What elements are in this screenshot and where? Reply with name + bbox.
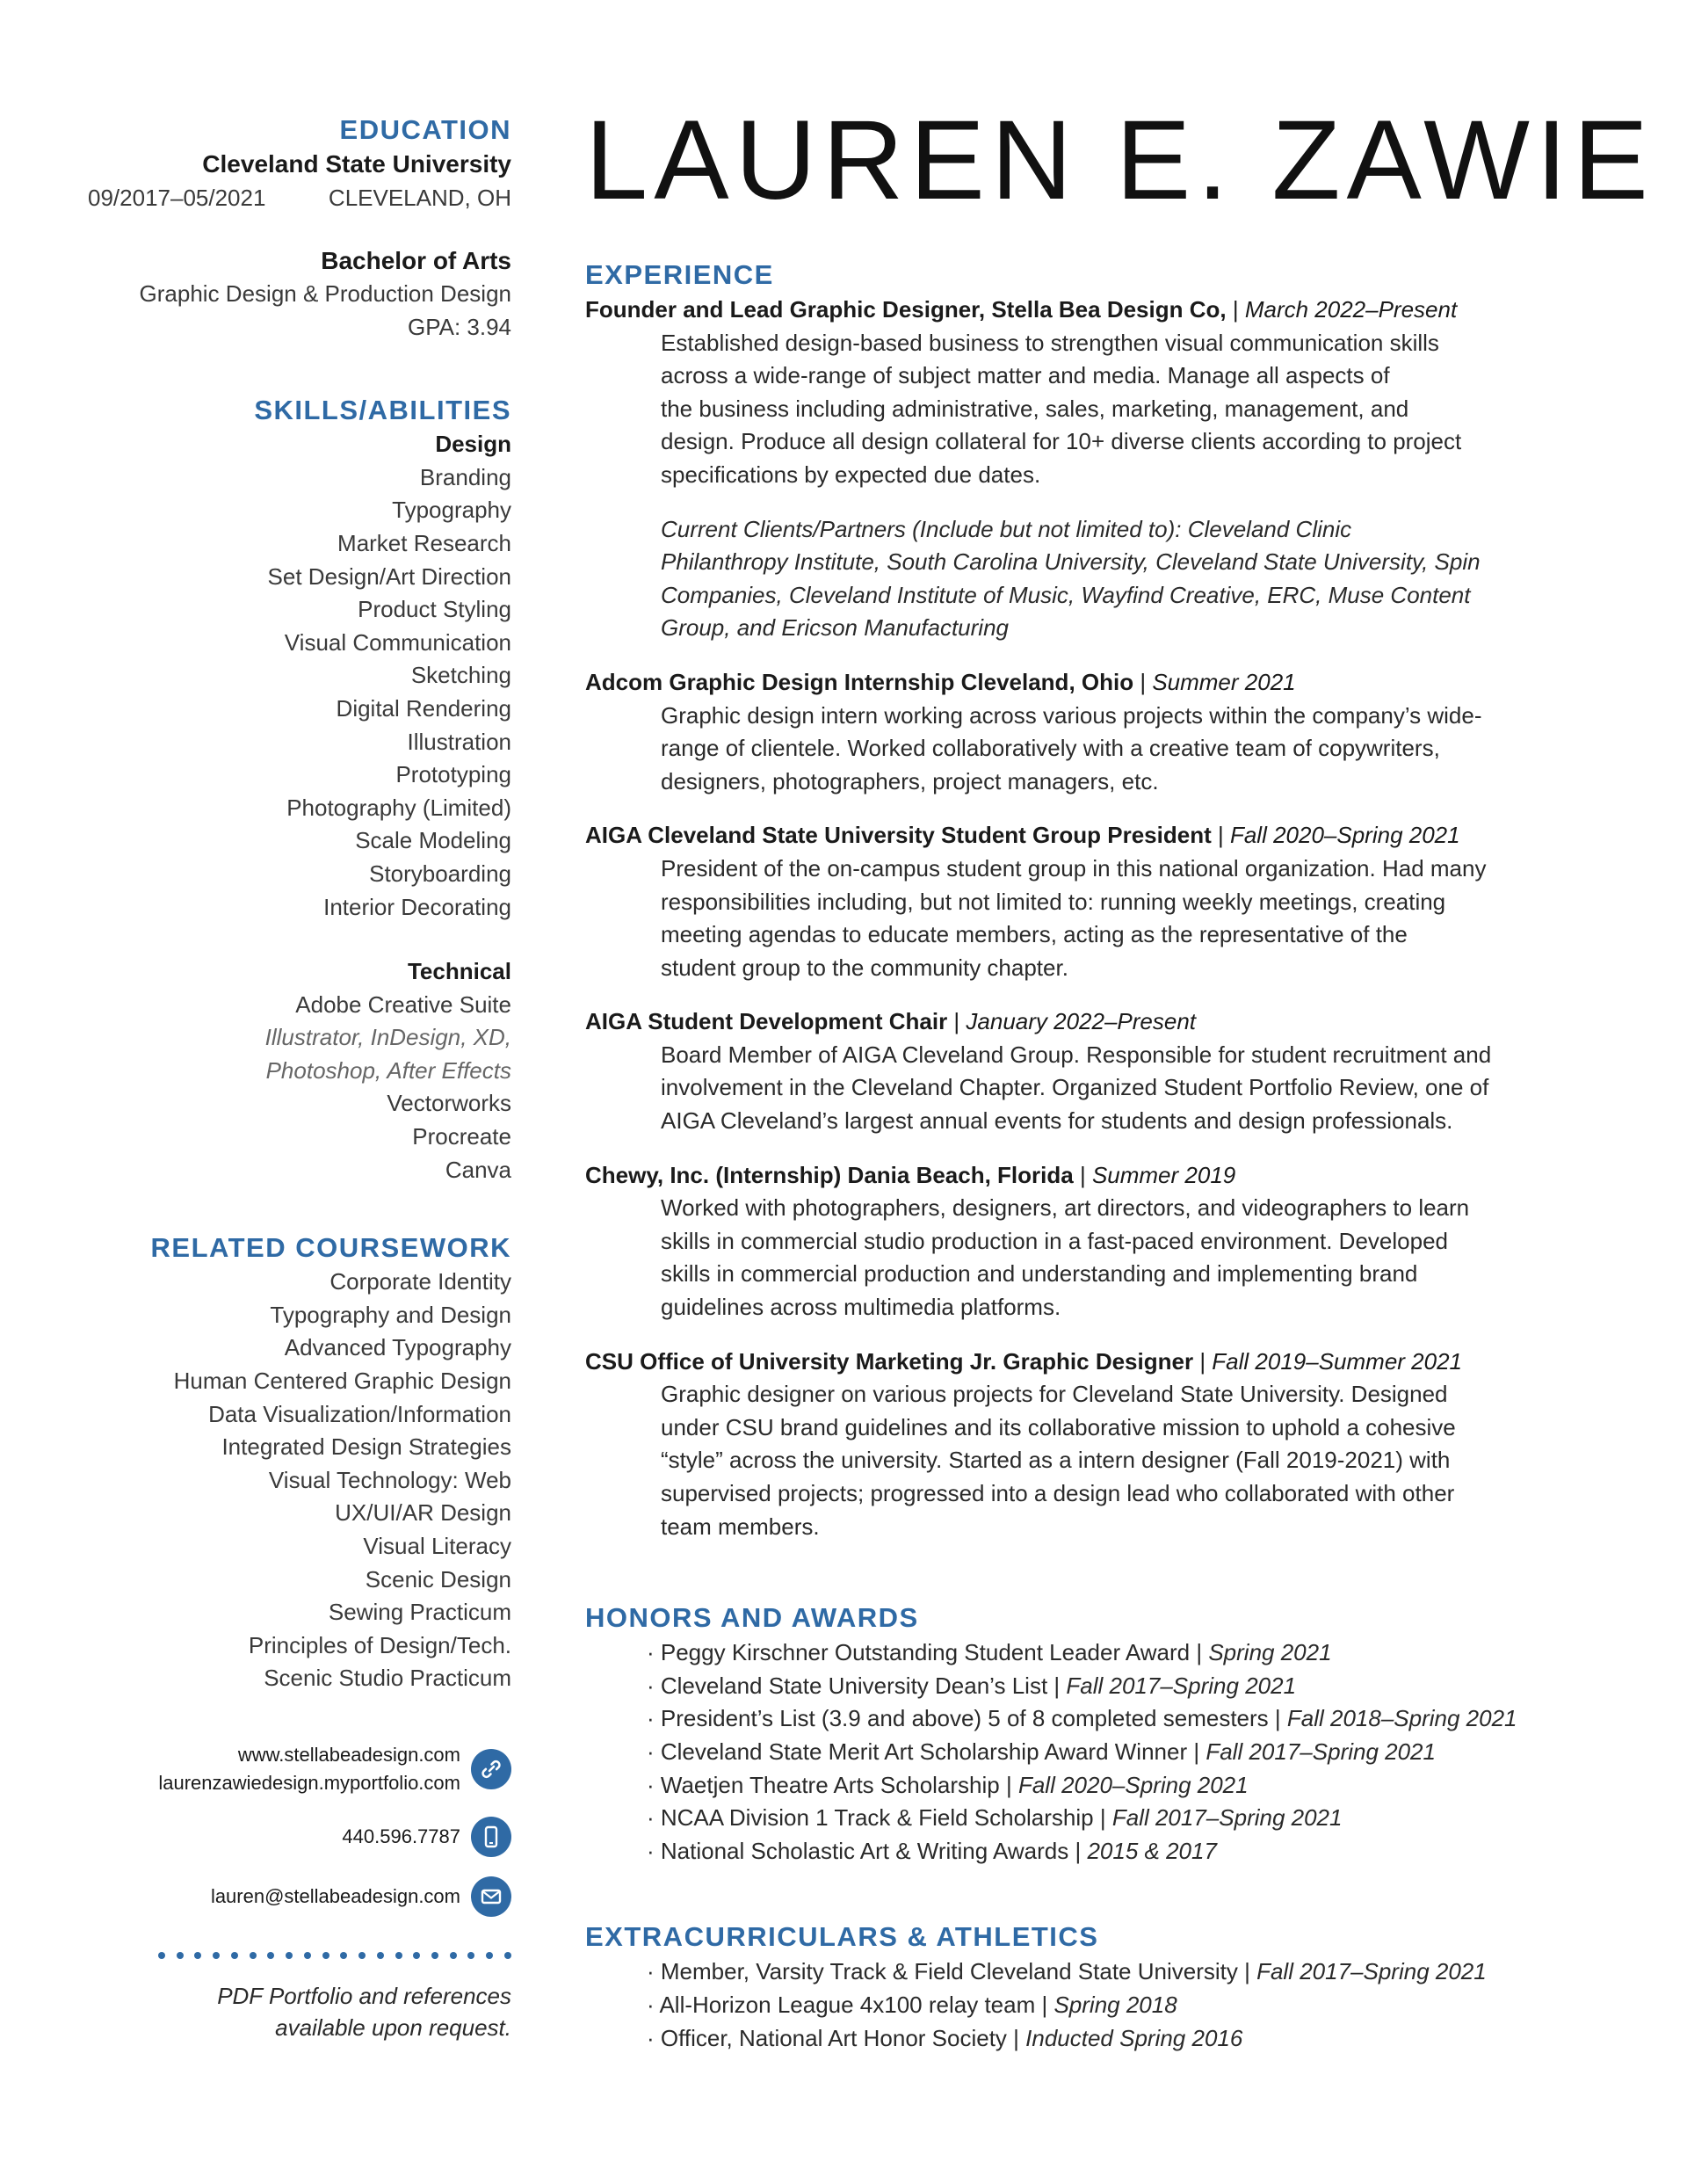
job-title: AIGA Cleveland State University Student Group President <box>585 822 1212 849</box>
job-date: Fall 2020–Spring 2021 <box>1229 822 1460 849</box>
extracurricular-item-text: · All-Horizon League 4x100 relay team | <box>647 1991 1048 2018</box>
job-description-line: range of clientele. Worked collaboratively with a creative team of copywriters, <box>661 735 1440 762</box>
job-description <box>585 1192 1569 1324</box>
honor-item-text: · Waetjen Theatre Arts Scholarship | <box>647 1771 1012 1798</box>
skill-item: Photography (Limited) <box>286 794 511 821</box>
dotted-divider <box>88 1952 511 1959</box>
closing-line-1: PDF Portfolio and references <box>217 1982 511 2009</box>
job-date: Summer 2019 <box>1091 1161 1236 1188</box>
extracurricular-item-date: Spring 2018 <box>1053 1991 1177 2018</box>
experience-heading: EXPERIENCE <box>585 259 774 290</box>
honor-item-date: Fall 2017–Spring 2021 <box>1066 1672 1297 1699</box>
course-item: Corporate Identity <box>329 1268 511 1295</box>
job-description-line: design. Produce all design collateral for 10+ diverse clients according to project <box>661 428 1462 455</box>
honor-item-text: · NCAA Division 1 Track & Field Scholarship | <box>647 1804 1106 1832</box>
education-location: CLEVELAND, OH <box>328 185 511 211</box>
skill-item: Procreate <box>412 1123 511 1150</box>
job-description-line: President of the on-campus student group in this national organization. Had many <box>661 854 1487 882</box>
skill-item: Branding <box>419 463 511 490</box>
job-description <box>585 1039 1569 1138</box>
skill-item: Visual Communication <box>284 628 511 656</box>
job-description <box>585 700 1569 799</box>
job-description-line: Worked with photographers, designers, art directors, and videographers to learn <box>661 1194 1470 1222</box>
honor-item-date: Spring 2021 <box>1208 1639 1332 1666</box>
skill-subitem: Photoshop, After Effects <box>265 1056 511 1084</box>
skill-item: Sketching <box>410 662 511 689</box>
mail-icon <box>471 1876 511 1917</box>
job-title: Founder and Lead Graphic Designer, Stella Bea Design Co, <box>585 296 1227 323</box>
course-item: Principles of Design/Tech. <box>248 1631 511 1658</box>
link-icon <box>471 1749 511 1789</box>
experience-entry <box>585 1346 1569 1544</box>
job-description-line: guidelines across multimedia platforms. <box>661 1294 1061 1321</box>
gpa: GPA: 3.94 <box>407 313 511 340</box>
job-description-line: designers, photographers, project managers, etc. <box>661 767 1159 795</box>
honors-heading: HONORS AND AWARDS <box>585 1602 919 1634</box>
course-item: Integrated Design Strategies <box>221 1433 511 1461</box>
course-item: Scenic Studio Practicum <box>264 1665 511 1692</box>
skill-item: Market Research <box>337 529 511 556</box>
honor-item-text: · Cleveland State Merit Art Scholarship Award Winner | <box>647 1738 1200 1765</box>
education-dates: 09/2017–05/2021 <box>88 185 266 211</box>
education-heading: EDUCATION <box>339 114 511 145</box>
skill-item: Storyboarding <box>369 860 511 887</box>
job-title: CSU Office of University Marketing Jr. Graphic Designer <box>585 1347 1194 1375</box>
job-clients-line: Group, and Ericson Manufacturing <box>661 614 1009 642</box>
extracurriculars-heading: EXTRACURRICULARS & ATHLETICS <box>585 1921 1099 1953</box>
job-description-line: Board Member of AIGA Cleveland Group. Responsible for student recruitment and <box>661 1041 1492 1068</box>
extracurricular-item <box>585 2022 1569 2056</box>
honor-item-date: 2015 & 2017 <box>1087 1837 1217 1864</box>
phone-number[interactable]: 440.596.7787 <box>342 1825 460 1847</box>
job-description-line: “style” across the university. Started as a intern designer (Fall 2019-2021) with <box>661 1447 1451 1474</box>
course-item: Typography and Design <box>270 1301 511 1328</box>
job-description-line: student group to the community chapter. <box>661 954 1068 981</box>
phone-contact <box>88 1817 511 1857</box>
left-column <box>88 112 511 2043</box>
job-description-line: AIGA Cleveland’s largest annual events for students and design professionals. <box>661 1107 1453 1135</box>
phone-icon <box>471 1817 511 1857</box>
closing-line-2: available upon request. <box>275 2013 511 2041</box>
course-item: Sewing Practicum <box>328 1599 511 1626</box>
experience-entry <box>585 1159 1569 1324</box>
skill-item: Typography <box>392 497 511 524</box>
job-title-line: AIGA Cleveland State University Student Group President | Fall 2020–Spring 2021 <box>585 822 1460 849</box>
extracurricular-item-text: · Member, Varsity Track & Field Cleveland State University | <box>647 1958 1250 1985</box>
honor-item <box>585 1702 1569 1736</box>
honor-item-text: · President’s List (3.9 and above) 5 of 8 completed semesters | <box>647 1705 1281 1732</box>
right-column <box>585 257 1569 2055</box>
honor-item <box>585 1736 1569 1769</box>
extracurricular-item-date: Inducted Spring 2016 <box>1025 2024 1243 2051</box>
course-item: Scenic Design <box>365 1565 511 1593</box>
portfolio-link[interactable]: laurenzawiedesign.myportfolio.com <box>158 1771 460 1794</box>
course-item: Advanced Typography <box>284 1334 511 1361</box>
experience-entry <box>585 1005 1569 1137</box>
job-clients-line: Philanthropy Institute, South Carolina University, Cleveland State University, Spin <box>661 548 1481 576</box>
skill-item: Interior Decorating <box>323 893 511 920</box>
honor-item <box>585 1769 1569 1803</box>
education-dates-row <box>88 181 511 214</box>
skill-item: Product Styling <box>358 596 511 623</box>
job-clients-line: Current Clients/Partners (Include but not limited to): Cleveland Clinic <box>661 515 1352 542</box>
job-description-line: across a wide-range of subject matter and media. Manage all aspects of <box>661 362 1390 389</box>
honor-item-date: Fall 2018–Spring 2021 <box>1286 1705 1517 1732</box>
experience-entry <box>585 819 1569 984</box>
honor-item-text: · National Scholastic Art & Writing Awards | <box>647 1837 1082 1864</box>
job-description-line: Graphic designer on various projects for Cleveland State University. Designed <box>661 1381 1448 1408</box>
course-item: UX/UI/AR Design <box>335 1499 511 1527</box>
job-description-line: specifications by expected due dates. <box>661 461 1041 488</box>
extracurriculars-list <box>585 1955 1569 2055</box>
job-title-line: CSU Office of University Marketing Jr. Graphic Designer | Fall 2019–Summer 2021 <box>585 1347 1463 1375</box>
honor-item-date: Fall 2020–Spring 2021 <box>1017 1771 1249 1798</box>
design-skills-heading: Design <box>435 431 511 458</box>
job-clients <box>585 513 1569 645</box>
technical-skills-heading: Technical <box>407 958 511 985</box>
skill-subitem: Illustrator, InDesign, XD, <box>264 1024 511 1051</box>
degree: Bachelor of Arts <box>321 247 511 274</box>
extracurricular-item <box>585 1955 1569 1989</box>
email-address[interactable]: lauren@stellabeadesign.com <box>210 1884 460 1907</box>
course-item: Visual Literacy <box>363 1533 511 1559</box>
job-description <box>585 853 1569 984</box>
course-item: Data Visualization/Information <box>208 1400 511 1427</box>
job-title-line: Chewy, Inc. (Internship) Dania Beach, Florida | Summer 2019 <box>585 1161 1236 1188</box>
school-name: Cleveland State University <box>202 150 511 178</box>
email-contact <box>88 1876 511 1917</box>
major: Graphic Design & Production Design <box>139 280 511 307</box>
skill-item: Set Design/Art Direction <box>267 562 511 590</box>
honor-item <box>585 1670 1569 1703</box>
job-description-line: skills in commercial production and understanding and implementing brand <box>661 1260 1418 1288</box>
job-description-line: skills in commercial studio production in a fast-paced environment. Developed <box>661 1227 1448 1254</box>
honor-item-text: · Cleveland State University Dean’s List | <box>647 1672 1061 1699</box>
skill-item: Prototyping <box>395 761 511 788</box>
job-description <box>585 327 1569 492</box>
honor-item-text: · Peggy Kirschner Outstanding Student Leader Award | <box>647 1639 1203 1666</box>
job-title-line: Adcom Graphic Design Internship Cleveland, Ohio | Summer 2021 <box>585 668 1296 695</box>
job-title: Adcom Graphic Design Internship Cleveland, Ohio <box>585 668 1134 695</box>
experience-entry <box>585 666 1569 798</box>
honor-item-date: Fall 2017–Spring 2021 <box>1206 1738 1436 1765</box>
job-description-line: responsibilities including, but not limited to: running weekly meetings, creating <box>661 888 1446 915</box>
job-title: AIGA Student Development Chair <box>585 1008 948 1035</box>
job-date: Fall 2019–Summer 2021 <box>1212 1347 1463 1375</box>
skill-item: Illustration <box>407 728 511 755</box>
job-description-line: involvement in the Cleveland Chapter. Organized Student Portfolio Review, one of <box>661 1074 1489 1101</box>
experience-entry <box>585 294 1569 645</box>
honor-item <box>585 1802 1569 1835</box>
course-item: Visual Technology: Web <box>268 1466 511 1493</box>
job-description-line: the business including administrative, sales, marketing, management, and <box>661 395 1409 422</box>
coursework-heading: RELATED COURSEWORK <box>150 1232 511 1264</box>
design-skills-list <box>88 461 511 924</box>
job-date: Summer 2021 <box>1152 668 1296 695</box>
honor-item <box>585 1636 1569 1670</box>
honor-item-date: Fall 2017–Spring 2021 <box>1111 1804 1343 1832</box>
skill-item: Adobe Creative Suite <box>295 990 511 1018</box>
page-title: LAUREN E. ZAWIE <box>585 98 1654 223</box>
job-title: Chewy, Inc. (Internship) Dania Beach, Florida <box>585 1161 1074 1188</box>
coursework-list <box>88 1266 511 1695</box>
website-contact <box>88 1741 511 1797</box>
extracurricular-item-date: Fall 2017–Spring 2021 <box>1256 1958 1487 1985</box>
extracurricular-item-text: · Officer, National Art Honor Society | <box>647 2024 1019 2051</box>
website-link[interactable]: www.stellabeadesign.com <box>237 1743 460 1766</box>
skill-item: Vectorworks <box>387 1090 511 1117</box>
job-description-line: meeting agendas to educate members, acting as the representative of the <box>661 921 1408 948</box>
skill-item: Digital Rendering <box>336 694 511 722</box>
job-description-line: Established design-based business to strengthen visual communication skills <box>661 329 1439 356</box>
job-description-line: under CSU brand guidelines and its collaborative mission to uphold a cohesive <box>661 1413 1456 1440</box>
experience-list <box>585 294 1569 1543</box>
job-clients-line: Companies, Cleveland Institute of Music, Wayfind Creative, ERC, Muse Content <box>661 581 1471 608</box>
job-title-line: AIGA Student Development Chair | January 2022–Present <box>585 1008 1197 1035</box>
job-date: January 2022–Present <box>966 1008 1197 1035</box>
honor-item <box>585 1835 1569 1868</box>
job-description <box>585 1378 1569 1543</box>
skill-item: Canva <box>445 1156 511 1183</box>
job-description-line: team members. <box>661 1513 820 1540</box>
job-description-line: Graphic design intern working across various projects within the company’s wide- <box>661 701 1482 729</box>
closing-note <box>88 1980 511 2043</box>
skill-item: Scale Modeling <box>355 827 511 854</box>
job-date: March 2022–Present <box>1244 296 1458 323</box>
job-title-line: Founder and Lead Graphic Designer, Stella Bea Design Co, | March 2022–Present <box>585 296 1458 323</box>
honors-list <box>585 1636 1569 1868</box>
skills-heading: SKILLS/ABILITIES <box>254 395 511 426</box>
course-item: Human Centered Graphic Design <box>173 1368 511 1395</box>
extracurricular-item <box>585 1989 1569 2022</box>
job-description-line: supervised projects; progressed into a design lead who collaborated with other <box>661 1480 1455 1506</box>
